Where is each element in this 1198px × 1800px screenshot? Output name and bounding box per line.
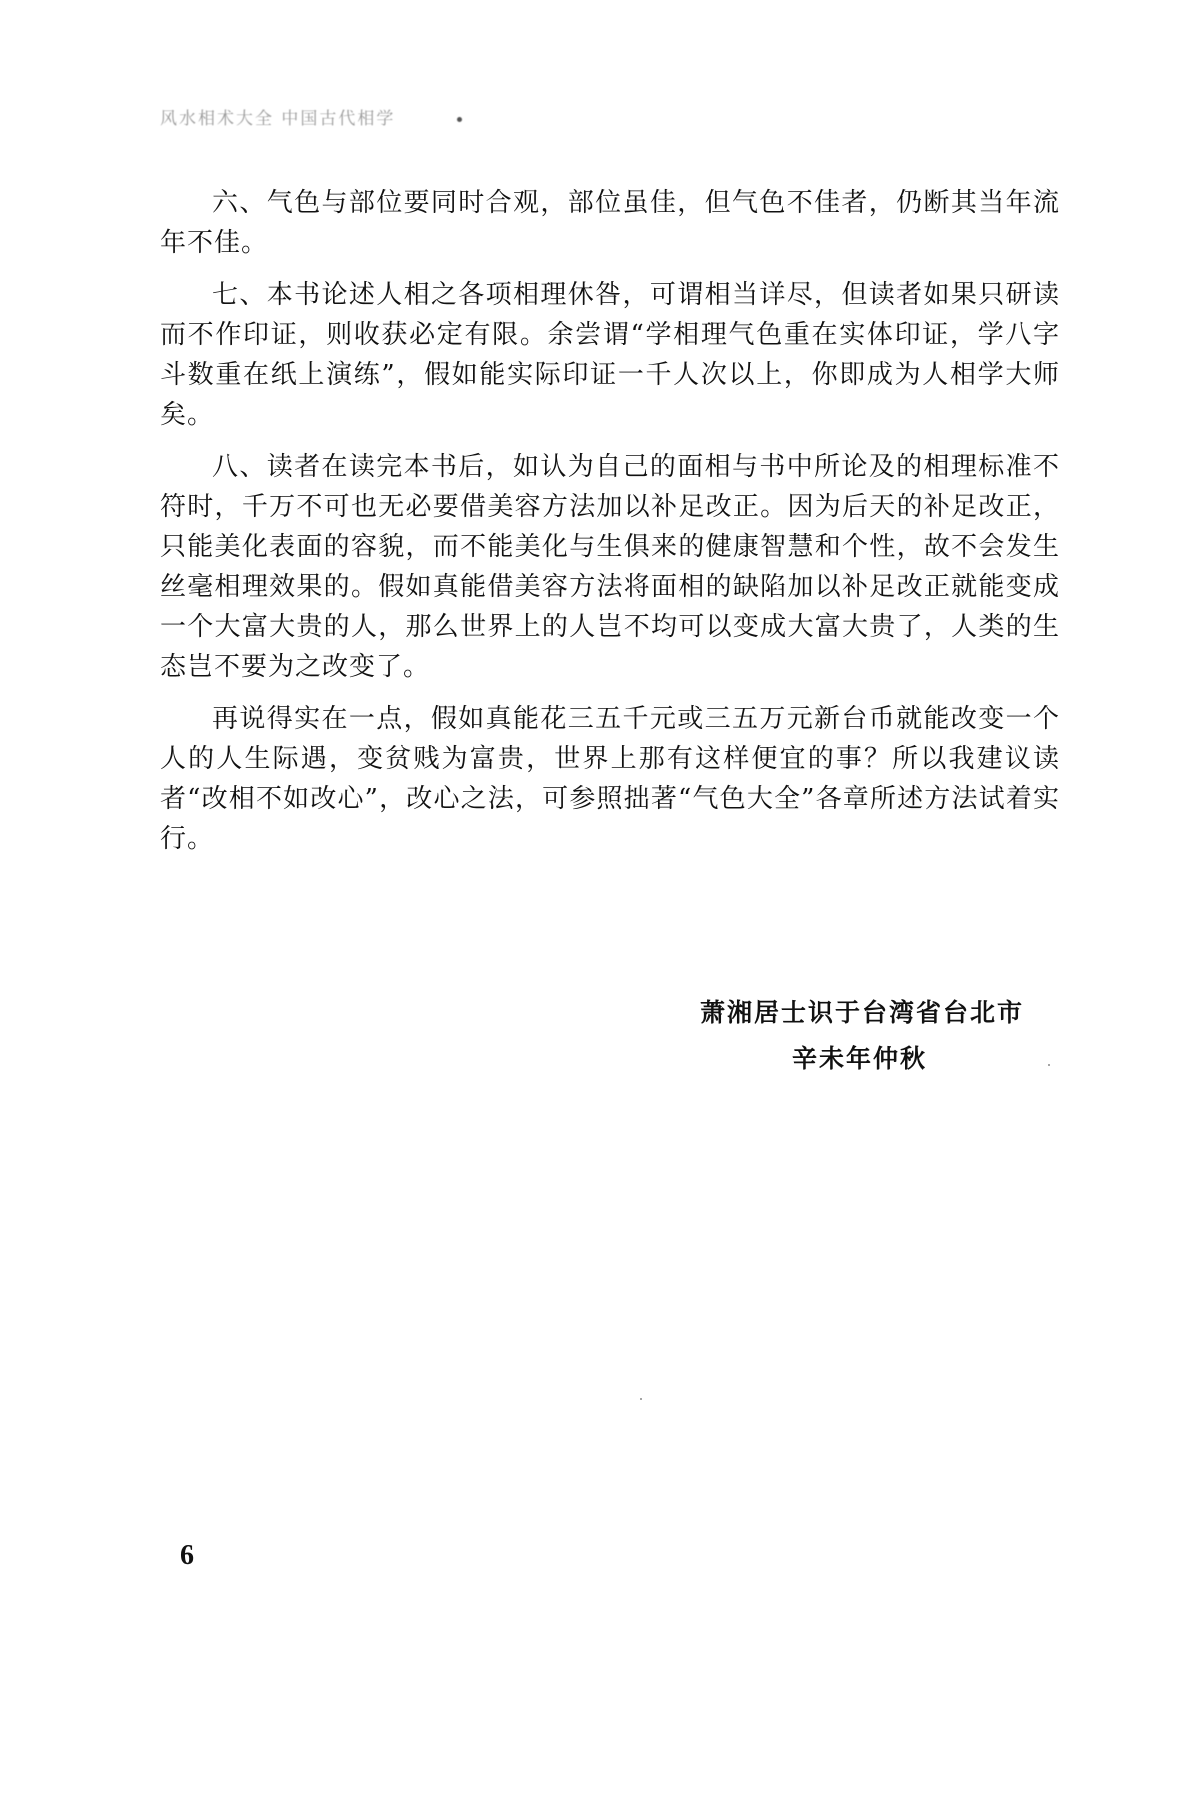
running-head-text: 风水相术大全 中国古代相学 bbox=[160, 109, 396, 129]
paragraph-seven: 七、本书论述人相之各项相理休咎，可谓相当详尽，但读者如果只研读而不作印证，则收获必定有限。余尝谓“学相理气色重在实体印证，学八字斗数重在纸上演练”，假如能实际印证一千人次以上，你即成为人相学大师矣。 bbox=[160, 280, 1060, 430]
signature-date: 辛未年仲秋 bbox=[792, 1044, 928, 1073]
signature-block bbox=[700, 990, 1080, 1082]
page-number: 6 bbox=[180, 1540, 194, 1571]
paragraph-conclusion: 再说得实在一点，假如真能花三五千元或三五万元新台币就能改变一个人的人生际遇，变贫贱为富贵，世界上那有这样便宜的事？所以我建议读者“改相不如改心”，改心之法，可参照拙著“气色大全”各章所述方法试着实行。 bbox=[160, 704, 1060, 854]
scan-speck bbox=[640, 1398, 642, 1400]
header-dot bbox=[457, 117, 462, 122]
body-text bbox=[160, 183, 1060, 859]
running-header bbox=[160, 104, 462, 129]
signature-author: 萧湘居士识于台湾省台北市 bbox=[700, 998, 1025, 1027]
paragraph-six: 六、气色与部位要同时合观，部位虽佳，但气色不佳者，仍断其当年流年不佳。 bbox=[160, 188, 1060, 258]
paragraph-eight: 八、读者在读完本书后，如认为自己的面相与书中所论及的相理标准不符时，千万不可也无必要借美容方法加以补足改正。因为后天的补足改正，只能美化表面的容貌，而不能美化与生俱来的健康智慧和个性，故不会发生丝毫相理效果的。假如真能借美容方法将面相的缺陷加以补足改正就能变成一个大富大贵的人，那么世界上的人岂不均可以变成大富大贵了，人类的生态岂不要为之改变了。 bbox=[160, 452, 1060, 682]
scan-speck bbox=[1048, 1064, 1050, 1066]
